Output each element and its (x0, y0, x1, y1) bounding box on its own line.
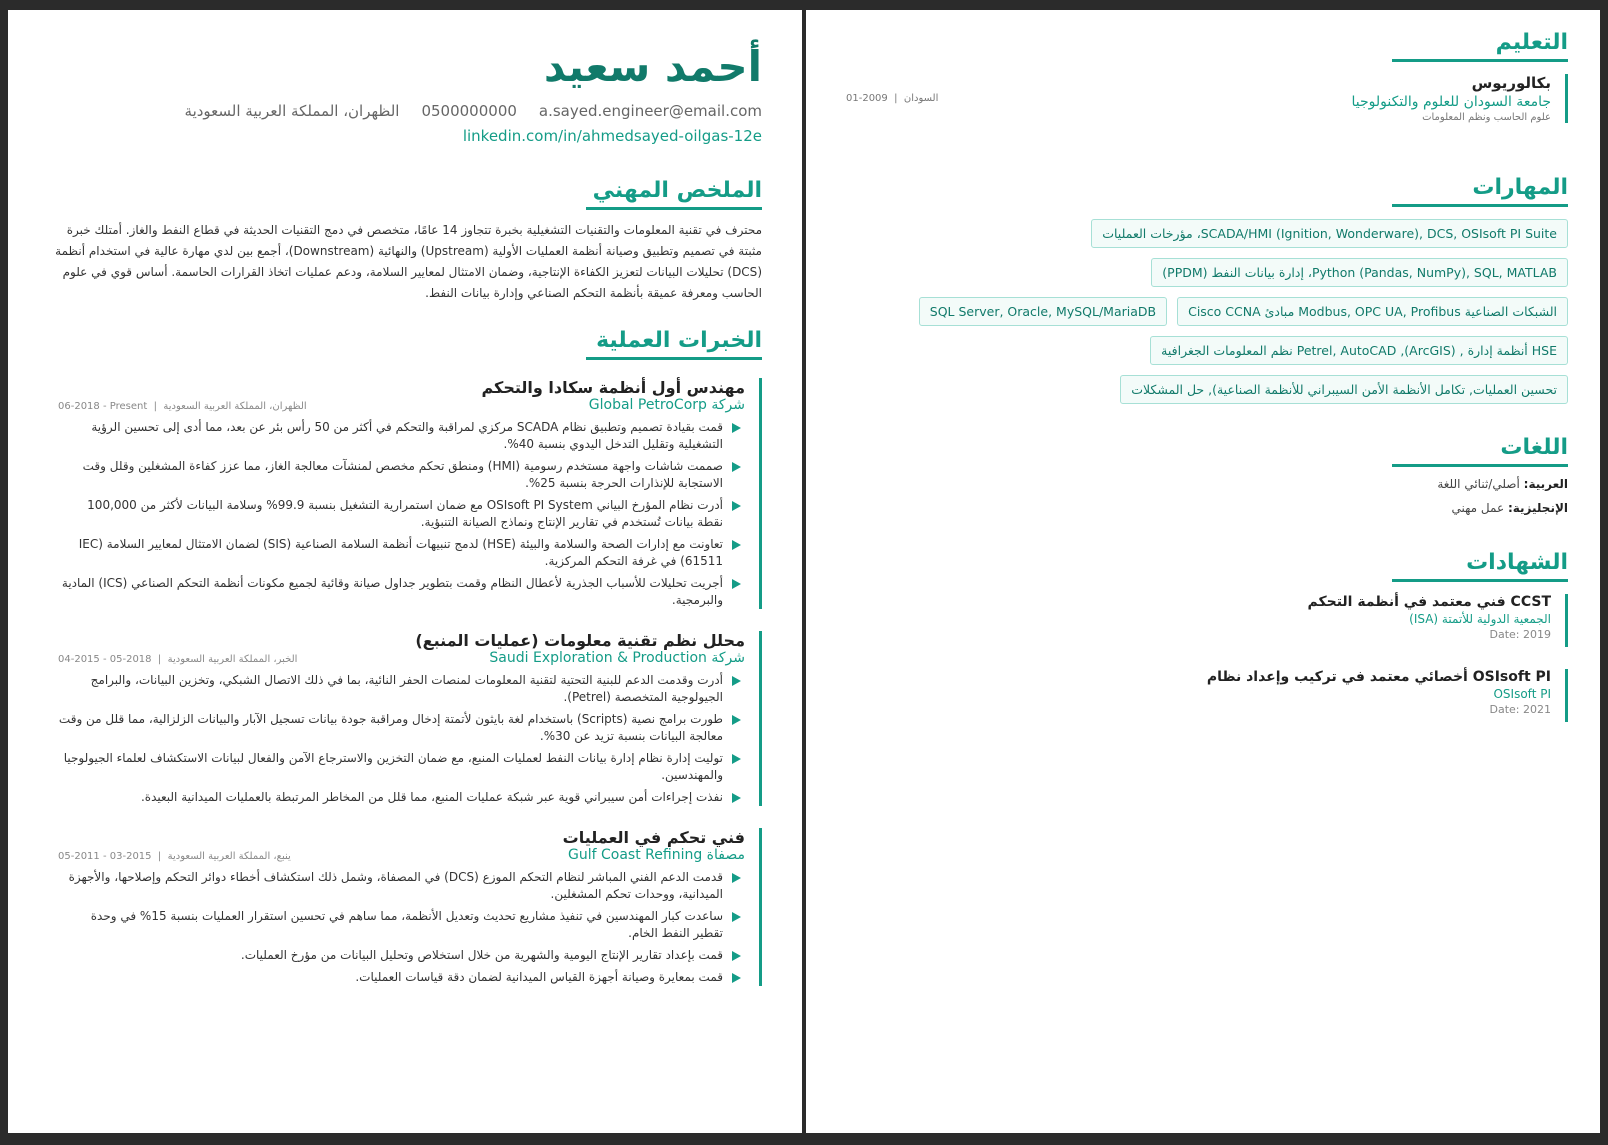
contact-info (185, 102, 762, 120)
certifications-heading: الشهادات (1392, 550, 1568, 582)
job-company: شركة Global PetroCorp (588, 397, 745, 413)
certifications-section (846, 550, 1568, 722)
field-of-study: علوم الحاسب ونظم المعلومات (1422, 112, 1551, 123)
job-entry (58, 378, 762, 609)
job-location-dates: ينبع، المملكة العربية السعودية | 05-2011 - 03-2015 (58, 851, 291, 862)
list-item: ساعدت كبار المهندسين في تنفيذ مشاريع تحديث وتعديل الأنظمة، مما ساهم في تحسين استقرار العمليات بنسبة 15% في وحدة تقطير النفط الخام. (58, 908, 745, 942)
degree: بكالوريوس (1471, 74, 1551, 92)
linkedin-link[interactable]: linkedin.com/in/ahmedsayed-oilgas-12e (462, 127, 762, 145)
job-location-dates: الظهران، المملكة العربية السعودية | 06-2018 - Present (58, 401, 307, 412)
skill-tag: Python (Pandas, NumPy), SQL, MATLAB، إدارة بيانات النفط (PPDM) (1151, 258, 1568, 287)
certification-entry (846, 669, 1568, 722)
summary-text: محترف في تقنية المعلومات والتقنيات التشغيلية بخبرة تتجاوز 14 عامًا، متخصص في دمج التقنيات الحديثة في قطاع النفط والغاز. أمتلك خبرة مثبتة في تصميم وتطبيق وصيانة أنظمة العمليات الأولية (Upstream) والنهائية (Downstream)، أجمع بين لدي مهارة عالية في استخدام أنظمة (DCS) تحليلات البيانات لتعزيز الكفاءة الإنتاجية، وضمان الامتثال لمعايير السلامة، ودعم عمليات اتخاذ القرارات الحاسمة. أساس قوي في علوم الحاسب ومعرفة عميقة بأنظمة التحكم الصناعي وإدارة بيانات النفط. (55, 223, 762, 300)
certification-entry (846, 594, 1568, 647)
certification-org: OSIsoft PI (1493, 687, 1551, 701)
job-company: شركة Saudi Exploration & Production (489, 650, 745, 666)
skill-tag: SQL Server, Oracle, MySQL/MariaDB (919, 297, 1167, 326)
list-item: نفذت إجراءات أمن سيبراني قوية عبر شبكة عمليات المنبع، مما قلل من المخاطر المرتبطة بالعمليات الميدانية البعيدة. (58, 789, 745, 806)
education-section (846, 30, 1568, 123)
skills-section (846, 175, 1568, 404)
list-item: قدمت الدعم الفني المباشر لنظام التحكم الموزع (DCS) في المصفاة، وشمل ذلك استكشاف أخطاء دوائر التحكم وإصلاحها، والأجهزة الميدانية، ووحدات تحكم المشغلين. (58, 869, 745, 903)
list-item: قمت بقيادة تصميم وتطبيق نظام SCADA مركزي لمراقبة والتحكم في أكثر من 50 رأس بئر عن بعد، مما أدى إلى تحسين الرؤية التشغيلية وتقليل التدخل اليدوي بنسبة 40%. (58, 419, 745, 453)
summary-heading: الملخص المهني (586, 178, 762, 210)
job-title: فني تحكم في العمليات (562, 828, 745, 847)
skills-heading: المهارات (1392, 175, 1568, 207)
skill-tag: SCADA/HMI (Ignition, Wonderware), DCS, OSIsoft PI Suite، مؤرخات العمليات (1091, 219, 1568, 248)
education-meta: السودان | 01-2009 (846, 93, 939, 104)
resume-page-2 (806, 10, 1600, 1133)
resume-page-1 (8, 10, 802, 1133)
certification-date: Date: 2021 (1489, 703, 1551, 716)
job-entry (58, 631, 762, 806)
job-company: مصفاة Gulf Coast Refining (568, 847, 745, 863)
languages-heading: اللغات (1392, 435, 1568, 467)
education-entry (846, 74, 1568, 123)
experience-section (58, 328, 762, 991)
education-heading: التعليم (1392, 30, 1568, 62)
job-bullets (58, 419, 745, 609)
list-item: قمت بمعايرة وصيانة أجهزة القياس الميدانية لضمان دقة قياسات العمليات. (58, 969, 745, 986)
job-bullets (58, 869, 745, 986)
list-item: توليت إدارة نظام إدارة بيانات النفط لعمليات المنبع، مع ضمان التخزين والاسترجاع الآمن والفعال لبيانات الاستكشاف لعلماء الجيولوجيا والمهندسين. (58, 750, 745, 784)
phone: 0500000000 (421, 102, 517, 120)
university: جامعة السودان للعلوم والتكنولوجيا (1351, 94, 1551, 110)
job-bullets (58, 672, 745, 806)
job-title: محلل نظم تقنية معلومات (عمليات المنبع) (415, 631, 745, 650)
certification-org: الجمعية الدولية للأتمتة (ISA) (1409, 612, 1551, 626)
list-item: تعاونت مع إدارات الصحة والسلامة والبيئة (HSE) لدمج تنبيهات أنظمة السلامة الصناعية (SIS) لضمان الامتثال لمعايير السلامة (IEC 61511) في غرفة التحكم المركزية. (58, 536, 745, 570)
languages-section (846, 435, 1568, 515)
language-item: العربية: أصلي/ثنائي اللغة (1437, 477, 1568, 491)
location: الظهران، المملكة العربية السعودية (184, 102, 400, 120)
certification-date: Date: 2019 (1489, 628, 1551, 641)
list-item: طورت برامج نصية (Scripts) باستخدام لغة بايثون لأتمتة إدخال ومراقبة جودة بيانات تسجيل الآبار والبيانات الزلزالية، مما قلل من وقت معالجة البيانات بنسبة تزيد عن 30%. (58, 711, 745, 745)
list-item: أدرت وقدمت الدعم للبنية التحتية لتقنية المعلومات لمنصات الحفر النائية، بما في ذلك الاتصال الشبكي، وتخزين البيانات، والبرامج الجيولوجية المتخصصة (Petrel). (58, 672, 745, 706)
job-title: مهندس أول أنظمة سكادا والتحكم (481, 378, 745, 397)
certification-title: CCST فني معتمد في أنظمة التحكم (1307, 594, 1551, 610)
list-item: أجريت تحليلات للأسباب الجذرية لأعطال النظام وقمت بتطوير جداول صيانة وقائية لجميع مكونات أنظمة التحكم الصناعي (ICS) المادية والبرمجية. (58, 575, 745, 609)
job-location-dates: الخبر، المملكة العربية السعودية | 04-2015 - 05-2018 (58, 654, 298, 665)
list-item: قمت بإعداد تقارير الإنتاج اليومية والشهرية من خلال استخلاص وتحليل البيانات من مؤرخ العمليات. (58, 947, 745, 964)
list-item: صممت شاشات واجهة مستخدم رسومية (HMI) ومنطق تحكم مخصص لمنشآت معالجة الغاز، مما عزز كفاءة المشغلين وقلل وقت الاستجابة للإنذارات الحرجة بنسبة 25%. (58, 458, 745, 492)
skill-tag: تحسين العمليات, تكامل الأنظمة الأمن السيبراني للأنظمة الصناعية), حل المشكلات (1120, 375, 1568, 404)
summary-section (48, 178, 762, 304)
email[interactable]: a.sayed.engineer@email.com (538, 102, 762, 120)
experience-heading: الخبرات العملية (586, 328, 762, 360)
skills-list (846, 219, 1568, 404)
job-entry (58, 828, 762, 986)
candidate-name: أحمد سعيد (543, 42, 762, 91)
list-item: أدرت نظام المؤرخ البياني OSIsoft PI System مع ضمان استمرارية التشغيل بنسبة 99.9% وسلامة البيانات لأكثر من 100,000 نقطة بيانات تُستخدم في تقارير الإنتاج ونماذج الصيانة التنبؤية. (58, 497, 745, 531)
skill-tag: الشبكات الصناعية Modbus, OPC UA, Profibus مبادئ Cisco CCNA (1177, 297, 1568, 326)
language-item: الإنجليزية: عمل مهني (1451, 501, 1568, 515)
certification-title: OSIsoft PI أخصائي معتمد في تركيب وإعداد نظام (1206, 669, 1551, 685)
skill-tag: HSE أنظمة إدارة , (ArcGIS), Petrel, AutoCAD نظم المعلومات الجغرافية (1150, 336, 1568, 365)
